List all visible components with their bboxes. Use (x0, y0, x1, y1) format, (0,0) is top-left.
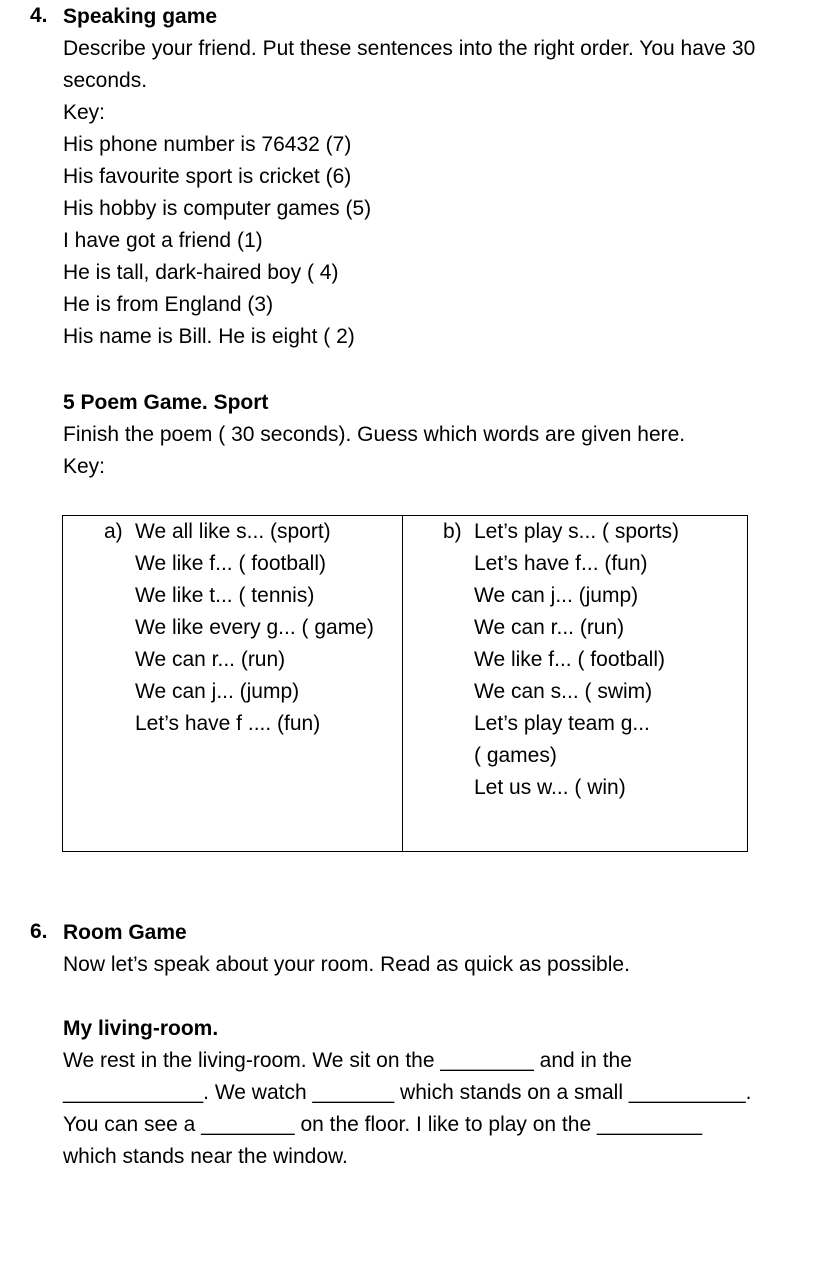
section-5-instructions: Finish the poem ( 30 seconds). Guess which words are given here. (63, 423, 686, 446)
key-item: His name is Bill. He is eight ( 2) (63, 325, 355, 348)
section-5-title: 5 Poem Game. Sport (63, 391, 269, 414)
poem-line: We like f... ( football) (474, 648, 666, 671)
poem-line: We like every g... ( game) (135, 616, 374, 639)
poem-line: We like f... ( football) (135, 552, 327, 575)
key-item: He is tall, dark-haired boy ( 4) (63, 261, 339, 284)
poem-line: We can j... (jump) (474, 584, 639, 607)
section-6-instructions: Now let’s speak about your room. Read as quick as possible. (63, 953, 630, 976)
key-item: His favourite sport is cricket (6) (63, 165, 352, 188)
section-4-instructions: Describe your friend. Put these sentences into the right order. You have 30 (63, 37, 756, 60)
section-4-title: Speaking game (63, 5, 218, 28)
poem-a-cell (63, 516, 403, 852)
poem-line: We can s... ( swim) (474, 680, 653, 703)
poem-line: Let’s play s... ( sports) (474, 520, 680, 543)
key-item: He is from England (3) (63, 293, 274, 316)
poem-line: We can r... (run) (135, 648, 286, 671)
poem-table (62, 515, 748, 852)
poem-line: We can j... (jump) (135, 680, 300, 703)
gap-fill-line: You can see a ________ on the floor. I like to play on the _________ (63, 1113, 703, 1136)
poem-line: We like t... ( tennis) (135, 584, 315, 607)
poem-b-marker: b) (443, 520, 462, 543)
section-6-title: Room Game (63, 921, 187, 944)
section-6-subtitle: My living-room. (63, 1017, 219, 1040)
poem-line: We all like s... (sport) (135, 520, 331, 543)
gap-fill-line: which stands near the window. (63, 1145, 348, 1168)
section-4-number: 4. (30, 4, 48, 27)
section-4-instructions-cont: seconds. (63, 69, 148, 92)
poem-line: ( games) (474, 744, 557, 767)
poem-line: Let’s play team g... (474, 712, 650, 735)
poem-b-cell (403, 516, 748, 852)
key-item: I have got a friend (1) (63, 229, 263, 252)
key-item: His hobby is computer games (5) (63, 197, 372, 220)
key-item: His phone number is 76432 (7) (63, 133, 352, 156)
gap-fill-line: We rest in the living-room. We sit on the ________ and in the (63, 1049, 632, 1072)
gap-fill-line: ____________. We watch _______ which stands on a small __________. (63, 1081, 752, 1104)
section-4-key-label: Key: (63, 101, 106, 124)
section-6-number: 6. (30, 920, 48, 943)
poem-line: Let’s have f .... (fun) (135, 712, 321, 735)
poem-a-marker: a) (104, 520, 123, 543)
poem-line: Let’s have f... (fun) (474, 552, 648, 575)
poem-line: We can r... (run) (474, 616, 625, 639)
section-5-key-label: Key: (63, 455, 106, 478)
poem-line: Let us w... ( win) (474, 776, 626, 799)
